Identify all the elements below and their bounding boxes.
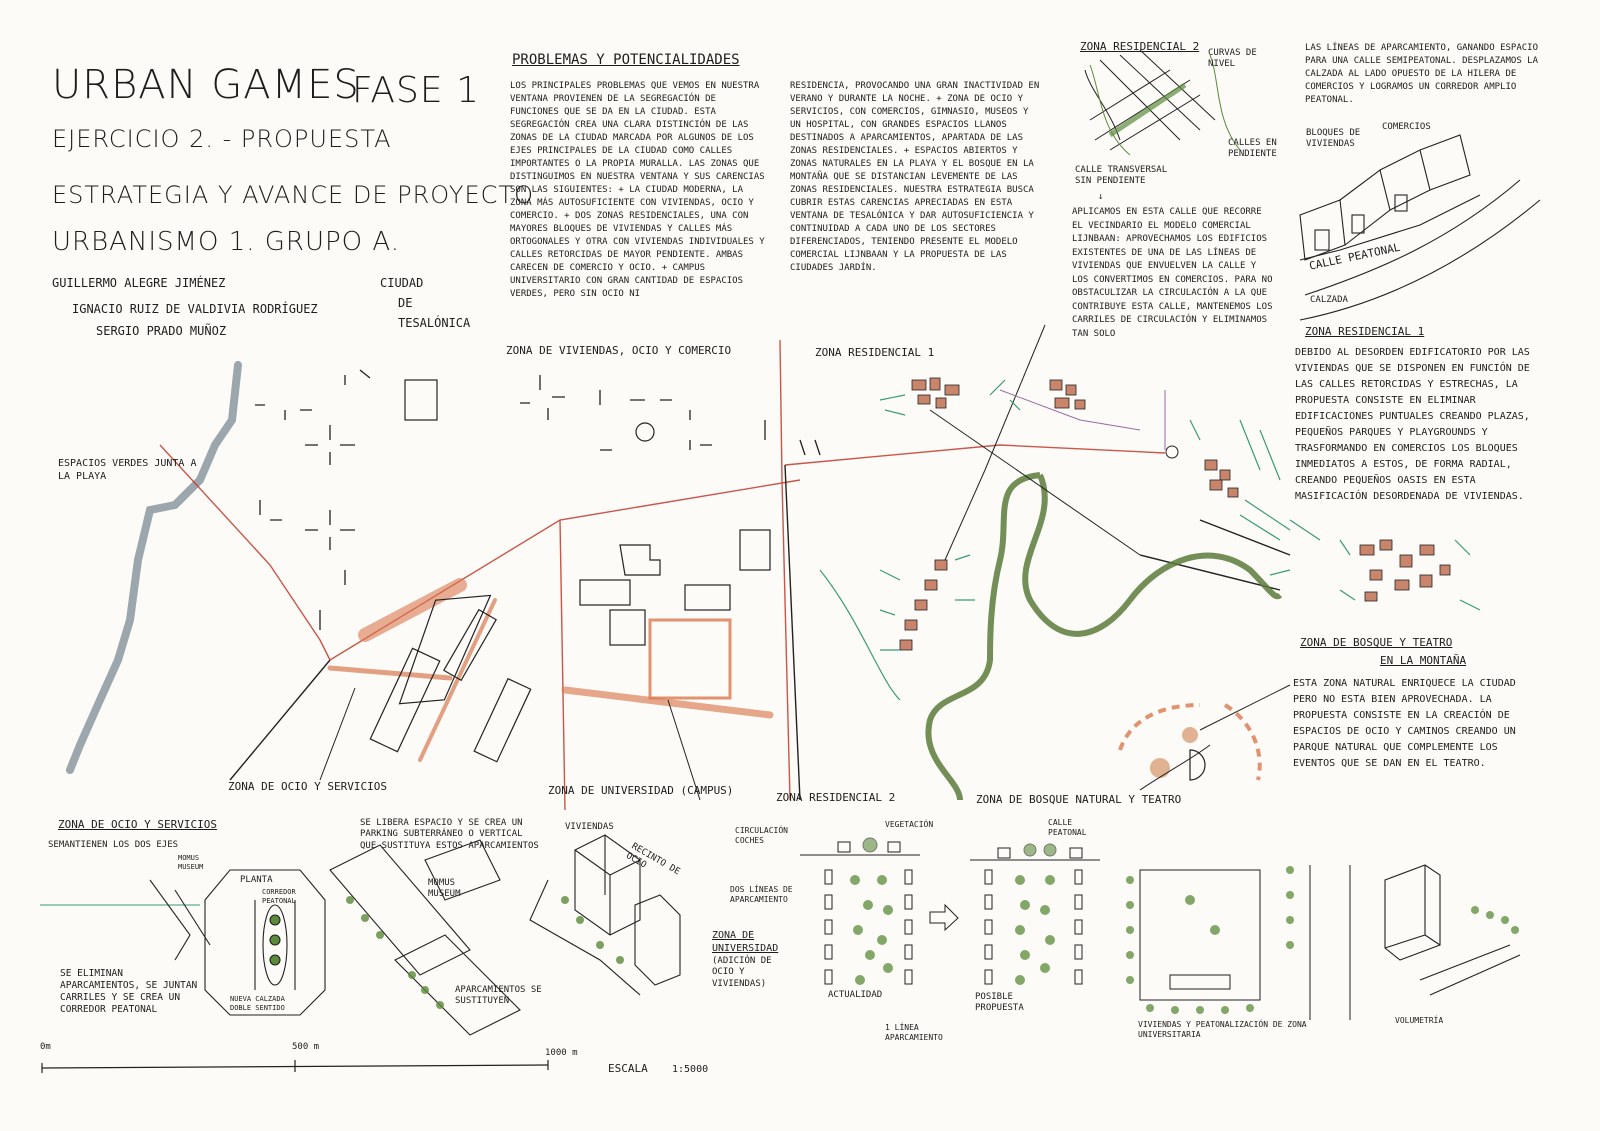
calles-pendiente-label: CALLES EN PENDIENTE [1228,138,1277,160]
vegetacion-label: VEGETACIÓN [885,820,934,829]
calle-peatonal-label: CALLE PEATONAL [1308,240,1402,273]
libera-text: SE LIBERA ESPACIO Y SE CREA UN PARKING SUBTERRÁNEO O VERTICAL QUE SUSTITUYA ESTOS APARCAMIENTOS [360,818,539,851]
scale-bar [42,1060,548,1073]
city-line-2: DE [398,296,413,310]
theatre-drawing [1120,705,1260,790]
posible-label: POSIBLE PROPUESTA [975,992,1024,1014]
commerce-street-sketch [1300,135,1540,320]
author-3: SERGIO PRADO MUÑOZ [96,324,227,338]
forest-stream [928,475,1280,800]
scale-end: 1000 m [545,1048,578,1058]
scale-mid: 500 m [292,1042,320,1052]
calzada-doble-label: NUEVA CALZADA DOBLE SENTIDO [230,995,285,1012]
street-corner-marks [255,370,820,630]
map-label-espacios-verdes: ESPACIOS VERDES JUNTA A LA PLAYA [58,458,197,482]
map-label-residencial-1: ZONA RESIDENCIAL 1 [815,346,935,359]
city-line-3: TESALÓNICA [398,316,471,330]
map-label-universidad: ZONA DE UNIVERSIDAD (CAMPUS) [548,784,734,797]
leader-lines [320,325,1290,800]
planta-label: PLANTA [240,875,273,885]
uni-detail-heading: ZONA DE UNIVERSIDAD [712,930,779,954]
calle-transversal-label: CALLE TRANSVERSAL SIN PENDIENTE [1075,165,1168,187]
actualidad-label: ACTUALIDAD [828,990,883,1000]
map-label-viviendas-ocio: ZONA DE VIVIENDAS, OCIO Y COMERCIO [506,344,732,357]
ejes-label: SEMANTIENEN LOS DOS EJES [48,840,179,850]
purple-lines [1000,390,1178,458]
city-line-1: CIUDAD [380,276,424,290]
calle-peatonal-section-label: CALLE PEATONAL [1048,818,1087,837]
viviendas-label: VIVIENDAS [565,822,614,832]
comercios-label: COMERCIOS [1382,122,1431,132]
project-title: URBAN GAMES [52,62,360,108]
right-top-text: LAS LÍNEAS DE APARCAMIENTO, GANANDO ESPACIO PARA UNA CALLE SEMIPEATONAL. DESPLAZAMOS LA CALZADA AL LADO OPUESTO DE LA HILERA DE COMERCIOS Y LOGRAMOS UN CORREDOR AMPLIO PEATONAL. [1305,43,1538,105]
coastline [70,365,238,770]
secondary-roads [230,465,1290,800]
uni-detail-sub: (ADICIÓN DE OCIO Y VIVIENDAS) [712,956,772,989]
author-1: GUILLERMO ALEGRE JIMÉNEZ [52,276,226,290]
una-linea-label: 1 LÍNEA APARCAMIENTO [885,1023,943,1042]
volumetria-label: VOLUMETRÍA [1395,1016,1444,1025]
eliminan-text: SE ELIMINAN APARCAMIENTOS, SE JUNTAN CARRILES Y SE CREA UN CORREDOR PEATONAL [60,968,198,1015]
bosque-text: ESTA ZONA NATURAL ENRIQUECE LA CIUDAD PERO NO ESTA BIEN APROVECHADA. LA PROPUESTA CONSISTE EN LA CREACIÓN DE ESPACIOS DE OCIO Y CAMINOS CREANDO UN PARQUE NATURAL QUE COMPLEMENTE LOS EVENTOS QUE SE DAN EN EL TEATRO. [1293,678,1516,769]
phase-label: FASE 1 [352,70,480,111]
map-label-bosque-teatro: ZONA DE BOSQUE NATURAL Y TEATRO [976,793,1182,806]
scale-value: 1:5000 [672,1064,709,1075]
intervention-strips [330,585,770,760]
curvas-label: CURVAS DE NIVEL [1208,48,1257,70]
scale-zero: 0m [40,1042,51,1052]
uni-section-sketches [800,838,1100,985]
res2-heading: ZONA RESIDENCIAL 2 [1080,40,1200,53]
res2-text: APLICAMOS EN ESTA CALLE QUE RECORRE EL VECINDARIO EL MODELO COMERCIAL LIJNBAAN: APROVECHAMOS LOS EDIFICIOS EXISTENTES DE UNA DE LAS LÍNEAS DE VIVIENDAS QUE ENVUELVEN LA CALLE Y LOS CONVERTIMOS EN COMERCIOS. PARA NO OBSTACULIZAR LA CIRCULACIÓN A LA QUE CONTRIBUYE ESTA CALLE, MANTENEMOS LOS CARRILES DE CIRCULACIÓN Y ELIMINAMOS TAN SOLO [1072,207,1273,339]
problems-heading: PROBLEMAS Y POTENCIALIDADES [512,52,740,68]
recinto-label: RECINTO DE OCIO [624,841,682,878]
dos-lineas-label: DOS LÍNEAS DE APARCAMIENTO [730,885,793,904]
scale-label: ESCALA [608,1062,648,1075]
map-label-residencial-2: ZONA RESIDENCIAL 2 [776,791,896,804]
momus-small-label: MOMUS MUSEUM [178,854,204,871]
bosque-heading-2: EN LA MONTAÑA [1380,654,1467,667]
exercise-label: EJERCICIO 2. - PROPUESTA [52,125,392,153]
volumetria-sketch [1385,865,1520,995]
uni-plan-sketch [1126,865,1350,1020]
problems-text-col2: RESIDENCIA, PROVOCANDO UNA GRAN INACTIVIDAD EN VERANO Y DURANTE LA NOCHE. + ZONA DE OCIO Y SERVICIOS, CON COMERCIOS, GIMNASIO, MUSEOS Y UN HOSPITAL, CON GRANDES ESPACIOS LLANOS DESTINADOS A APARCAMIENTOS, APARTADA DE LAS ZONAS RESIDENCIALES. + ESPACIOS ABIERTOS Y ZONAS NATURALES EN LA PLAYA Y EL BOSQUE EN LA MONTAÑA QUE SE DISTANCIAN LEVEMENTE DE LAS ZONAS RESIDENCIALES. NUESTRA ESTRATEGIA BUSCA CUBRIR ESTAS CARENCIAS APRECIADAS EN ESTA VENTANA DE TESALÓNICA Y DAR AUTOSUFICIENCIA Y CONTINUIDAD A CADA UNO DE LOS SECTORES DIFERENCIADOS, TENIENDO PRESENTE EL MODELO COMERCIAL LIJNBAAN Y LA PROPUESTA DE LAS CIUDADES JARDÍN. [790,81,1040,273]
map-label-ocio-servicios: ZONA DE OCIO Y SERVICIOS [228,780,387,793]
corredor-label: CORREDOR PEATONAL [262,888,296,905]
course-label: URBANISMO 1. GRUPO A. [52,227,401,257]
momus-label: MOMUS MUSEUM [428,878,461,900]
bosque-heading-1: ZONA DE BOSQUE Y TEATRO [1300,636,1453,649]
res1-text: DEBIDO AL DESORDEN EDIFICATORIO POR LAS VIVIENDAS QUE SE DISPONEN EN FUNCIÓN DE LAS CALLES RETORCIDAS Y ESTRECHAS, LA PROPUESTA CONSISTE EN ELIMINAR EDIFICACIONES PUNTUALES CREANDO PLAZAS, PEQUEÑOS PARQUES Y PLAYGROUNDS Y TRASFORMANDO EN COMERCIOS LOS BLOQUES INMEDIATOS A ESTOS, DE FORMA RADIAL, CREANDO PEQUEÑOS OASIS EN ESTA MASIFICACIÓN DESORDENADA DE VIVIENDAS. [1295,347,1530,502]
res1-heading: ZONA RESIDENCIAL 1 [1305,325,1425,338]
aparcamientos-label: APARCAMIENTOS SE SUSTITUYEN [455,985,542,1007]
circulacion-label: CIRCULACIÓN COCHES [735,826,788,845]
peatonalizacion-label: VIVIENDAS Y PEATONALIZACIÓN DE ZONA UNIVERSITARIA [1138,1020,1307,1039]
calzada-label: CALZADA [1310,295,1348,305]
author-2: IGNACIO RUIZ DE VALDIVIA RODRÍGUEZ [72,302,318,316]
ocio-detail-heading: ZONA DE OCIO Y SERVICIOS [58,818,217,831]
bloques-label: BLOQUES DE VIVIENDAS [1306,128,1361,150]
strategy-subtitle: ESTRATEGIA Y AVANCE DE PROYECTO [52,181,534,209]
problems-text-col1: LOS PRINCIPALES PROBLEMAS QUE VEMOS EN NUESTRA VENTANA PROVIENEN DE LA SEGREGACIÓN DE FUNCIONES QUE SE DA EN LA CIUDAD. ESTA SEGREGACIÓN CREA UNA CLARA DISTINCIÓN DE LAS ZONAS DE LA CIUDAD MARCADA POR ALGUNOS DE LOS EJES PRINCIPALES DE LA CIUDAD COMO CALLES IMPORTANTES O LA PROPIA MURALLA. LAS ZONAS QUE DISTINGUIMOS EN NUESTRA VENTANA Y SUS CARENCIAS SON LAS SIGUIENTES: + LA CIUDAD MODERNA, LA ZONA MÁS AUTOSUFICIENTE CON VIVIENDAS, OCIO Y COMERCIO. + DOS ZONAS RESIDENCIALES, UNA CON MAYORES BLOQUES DE VIVIENDAS Y CALLES MÁS ORTOGONALES Y OTRA CON VIVIENDAS INDIVIDUALES Y CALLES RETORCIDAS DE MAYOR PENDIENTE. AMBAS CARECEN DE COMERCIO Y OCIO. + CAMPUS UNIVERSITARIO CON GRAN CANTIDAD DE ESPACIOS VERDES, PERO SIN OCIO NI [510,81,765,299]
arrow-down-icon: ↓ [1098,192,1104,202]
